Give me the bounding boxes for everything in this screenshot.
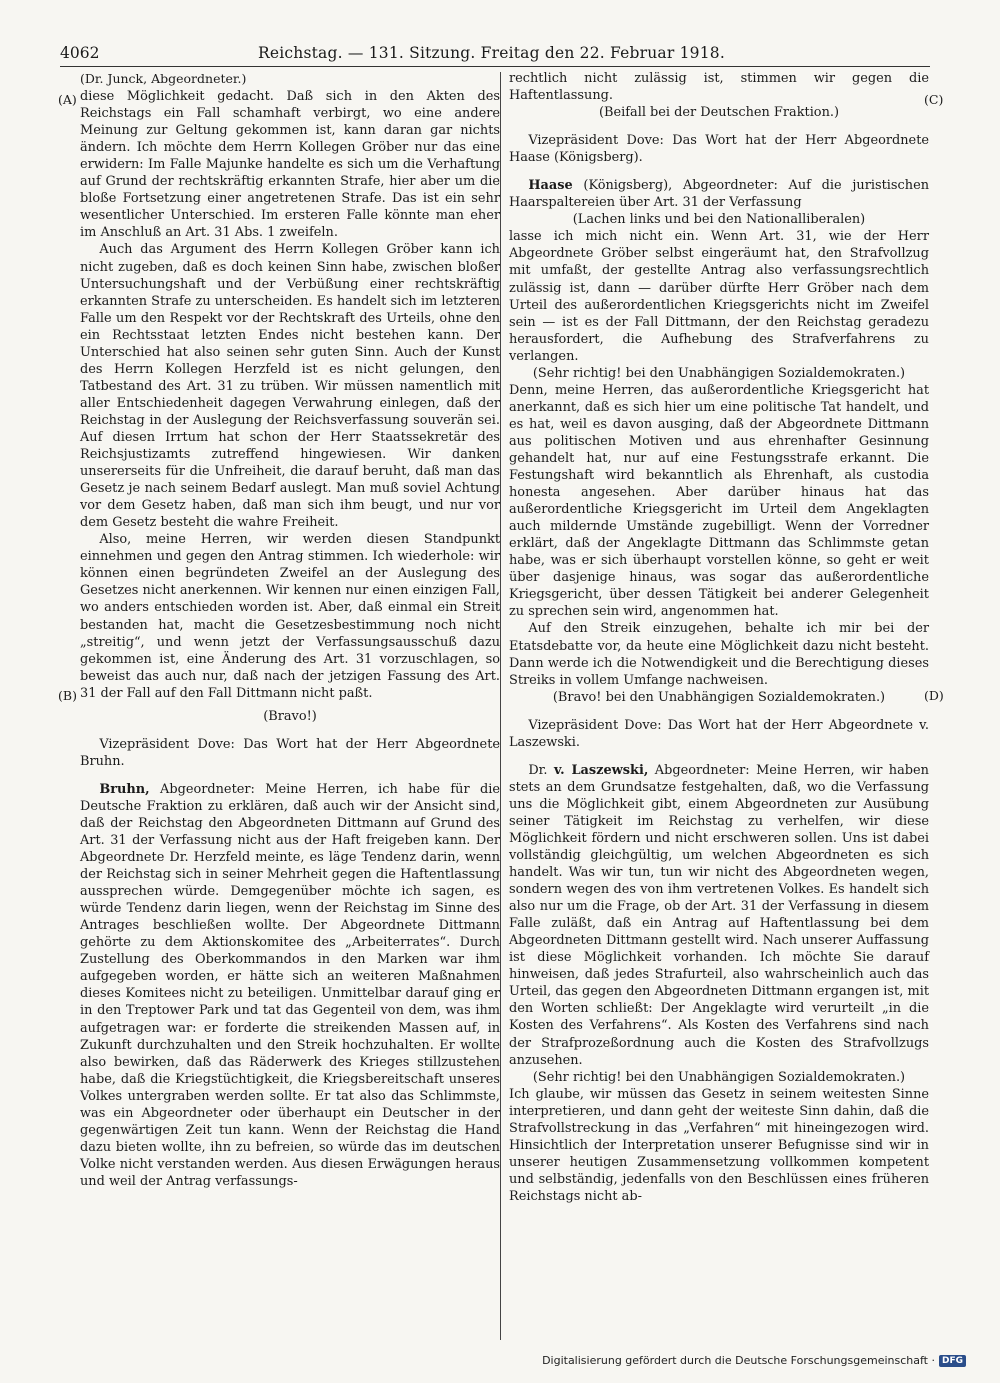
- speech-text: (Königsberg), Abgeordneter: Auf die juristischen Haarspaltereien über Art. 31 der Verfassung: [509, 178, 929, 211]
- dfg-logo: DFG: [939, 1355, 966, 1367]
- speech-text: Abgeordneter: Meine Herren, ich habe für die Deutsche Fraktion zu erklären, daß auch wir der Ansicht sind, daß der Reichstag den Abgeordneten Dittmann auf Grund des Art. 31 der Verfassung nicht aus der Haft freigeben kann. Der Abgeordnete Dr. Herzfeld meinte, es läge Tendenz darin, wenn der Reichstag sich in seiner Mehrheit gegen die Haftentlassung aussprechen würde. Demgegenüber möchte ich sagen, es würde Tendenz darin liegen, wenn der Reichstag im Sinne des Antrages beschließen wollte. Der Abgeordnete Dittmann gehörte zu dem Aktionskomitee des „Arbeiterrates“. Durch Zustellung des Oberkommandos in den Marken war ihm aufgegeben worden, er hätte sich an weiteren Maßnahmen dieses Komitees nicht zu beteiligen. Unmittelbar darauf ging er in den Treptower Park und tat das Gegenteil von dem, was ihm aufgetragen war: er forderte die streikenden Massen auf, in Zukunft durchzuhalten und den Streik hochzuhalten. Er wollte also bewirken, daß das Räderwerk des Krieges stillzustehen habe, daß die Kriegstüchtigkeit, die Kriegsbereitschaft unseres Volkes untergraben werden sollte. Er tat also das Schlimmste, was ein Abgeordneter oder überhaupt ein Deutscher in der gegenwärtigen Zeit tun kann. Wenn der Reichstag die Hand dazu bieten wollte, ihn zu befreien, so würde das im deutschen Volke nicht verstanden werden. Aus diesen Erwägungen heraus und weil der Antrag verfassungs-: [80, 781, 500, 1189]
- vice-president-remark: Vizepräsident Dove: Das Wort hat der Herr Abgeordnete Haase (Königsberg).: [509, 133, 929, 166]
- margin-marker-c: (C): [924, 92, 944, 107]
- digitization-credit: [542, 1354, 966, 1367]
- speaker-name: Haase: [528, 178, 573, 194]
- margin-marker-a: (A): [58, 92, 77, 107]
- speaker-title: Dr.: [528, 762, 554, 778]
- paragraph: Auf den Streik einzugehen, behalte ich mir bei der Etatsdebatte vor, da heute eine Möglichkeit dazu nicht besteht. Dann werde ich die Notwendigkeit und die Berechtigung dieses Streiks in vollem Umfange nachweisen.: [509, 621, 929, 688]
- speaker-note: (Dr. Junck, Abgeordneter.): [80, 71, 247, 86]
- running-title: Reichstag. — 131. Sitzung. Freitag den 22. Februar 1918.: [258, 44, 725, 62]
- interjection-note: (Sehr richtig! bei den Unabhängigen Sozialdemokraten.): [532, 1069, 906, 1085]
- margin-marker-b: (B): [58, 688, 77, 703]
- speech-laszewski: [509, 762, 929, 1069]
- applause-note: (Bravo!): [263, 708, 317, 724]
- page-number: 4062: [60, 44, 100, 62]
- paragraph: Also, meine Herren, wir werden diesen Standpunkt einnehmen und gegen den Antrag stimmen. Ich wiederhole: wir können einen begründeten Zweifel an der Auslegung des Gesetzes nicht anerkennen. Wir kennen nur einen einzigen Fall, wo anders entschieden worden ist. Aber, daß einmal ein Streit bestanden hat, macht die Gesetzesbestimmung noch nicht „streitig“, und wenn jetzt der Verfassungsausschuß dazu gekommen ist, eine Änderung des Art. 31 vorzuschlagen, so beweist das auch nur, daß nach der jetzigen Fassung des Art. 31 der Fall auf den Fall Dittmann nicht paßt.: [80, 532, 500, 701]
- speaker-name: v. Laszewski,: [553, 762, 649, 778]
- credit-text: Digitalisierung gefördert durch die Deutsche Forschungsgemeinschaft ·: [542, 1354, 935, 1367]
- speech-bruhn: [80, 781, 500, 1190]
- margin-marker-d: (D): [924, 688, 944, 703]
- paragraph: Ich glaube, wir müssen das Gesetz in seinem weitesten Sinne interpretieren, und dann geht der weiteste Sinn dahin, daß die Strafvollstreckung in das „Verfahren“ mit hineingezogen wird. Hinsichtlich der Interpretation unserer Befugnisse sind wir in unserer heutigen Zusammensetzung vollkommen kompetent und selbständig, jedenfalls von den Beschlüssen eines früheren Reichstags nicht ab-: [509, 1086, 929, 1204]
- speech-text: Abgeordneter: Meine Herren, wir haben stets an dem Grundsatze festgehalten, daß, wo die Verfassung uns die Möglichkeit gibt, einem Abgeordneten zur Ausübung seiner Tätigkeit im Reichstag zu verhelfen, wir diese Möglichkeit fördern und nicht erschweren sollen. Uns ist dabei vollständig gleichgültig, um welchen Abgeordneten es sich handelt. Was wir tun, tun wir nicht des Abgeordneten wegen, sondern wegen des von ihm vertretenen Volkes. Es handelt sich also nur um die Frage, ob der Art. 31 der Verfassung in diesem Falle zuläßt, daß ein Antrag auf Haftentlassung bei dem Abgeordneten Dittmann gestellt wird. Nach unserer Auffassung ist diese Möglichkeit vorhanden. Ich möchte Sie darauf hinweisen, daß jedes Strafurteil, also wahrscheinlich auch das Urteil, das gegen den Abgeordneten Dittmann ergangen ist, mit den Worten schließt: Der Angeklagte wird verurteilt „in die Kosten des Verfahrens“. Als Kosten des Verfahrens sind nach der Strafprozeßordnung auch die Kosten des Strafvollzugs anzusehen.: [509, 762, 929, 1068]
- interjection-note: (Lachen links und bei den Nationalliberalen): [572, 212, 866, 228]
- paragraph: Denn, meine Herren, das außerordentliche Kriegsgericht hat anerkannt, daß es sich hier um eine politische Tat handelt, und es hat, weil es davon ausging, daß der Abgeordnete Dittmann aus politischen Motiven und aus ehrenhafter Gesinnung gehandelt hat, nur auf eine Festungsstrafe erkannt. Die Festungshaft wird bekanntlich als Ehrenhaft, als custodia honesta angesehen. Aber darüber hinaus hat das außerordentliche Kriegsgericht im Urteil dem Angeklagten auch mildernde Umstände zugebilligt. Wenn der Vorredner erklärt, daß der Angeklagte Dittmann das Schlimmste getan habe, was er sich überhaupt vorstellen könne, so geht er weit über dasjenige hinaus, was sogar das außerordentliche Kriegsgericht, über dessen Tätigkeit bei anderer Gelegenheit zu sprechen sein wird, angenommen hat.: [509, 382, 929, 620]
- speech-haase: [509, 177, 929, 211]
- paragraph: lasse ich mich nicht ein. Wenn Art. 31, wie der Herr Abgeordnete Gröber selbst eingeräumt hat, den Strafvollzug mit umfaßt, der gestellte Antrag also verfassungsrechtlich zulässig ist, dann — darüber dürfte Herr Gröber nach dem Urteil des außerordentlichen Kriegsgerichts nicht im Zweifel sein — ist es der Fall Dittmann, der den Reichstag geradezu herausfordert, die Aufhebung des Strafverfahrens zu verlangen.: [509, 229, 929, 364]
- vice-president-remark: Vizepräsident Dove: Das Wort hat der Herr Abgeordnete Bruhn.: [80, 736, 500, 769]
- paragraph: diese Möglichkeit gedacht. Daß sich in den Akten des Reichstags ein Fall schamhaft verbirgt, wo eine andere Meinung zur Geltung gekommen ist, kann daran gar nichts ändern. Ich möchte dem Herrn Kollegen Gröber nur das eine erwidern: Im Falle Majunke handelte es sich um die Verhaftung auf Grund der rechtskräftig erkannten Strafe, hier aber um die bloße Fortsetzung einer angetretenen Strafe. Das ist ein sehr wesentlicher Unterschied. Im ersteren Falle könnte man eher im Anschluß an Art. 31 Abs. 1 zweifeln.: [80, 89, 500, 241]
- speaker-name: Bruhn,: [99, 781, 150, 797]
- applause-note: (Bravo! bei den Unabhängigen Sozialdemokraten.): [552, 689, 886, 705]
- paragraph: rechtlich nicht zulässig ist, stimmen wir gegen die Haftentlassung.: [509, 71, 929, 104]
- column-divider: [500, 72, 501, 1340]
- right-column: [509, 70, 929, 1205]
- vice-president-remark: Vizepräsident Dove: Das Wort hat der Herr Abgeordnete v. Laszewski.: [509, 717, 929, 750]
- left-column: [80, 70, 500, 1190]
- interjection-note: (Sehr richtig! bei den Unabhängigen Sozialdemokraten.): [532, 365, 906, 381]
- paragraph: Auch das Argument des Herrn Kollegen Gröber kann ich nicht zugeben, daß es doch keinen Sinn habe, zwischen bloßer Untersuchungshaft und der Verbüßung einer rechtskräftig erkannten Strafe zu unterscheiden. Es handelt sich im letzteren Falle um den Respekt vor der Rechtskraft des Urteils, ohne den ein Rechtsstaat letzten Endes nicht bestehen kann. Der Unterschied hat also seinen sehr guten Sinn. Auch der Kunst des Herrn Kollegen Herzfeld ist es nicht gelungen, den Tatbestand des Art. 31 zu trüben. Wir müssen namentlich mit aller Entschiedenheit dagegen Verwahrung einlegen, daß der Reichstag in der Auslegung der Reichsverfassung souverän sei. Auf diesen Irrtum hat schon der Herr Staatssekretär des Reichsjustizamts zutreffend hingewiesen. Wir danken unsererseits für die Unfreiheit, die darauf beruht, daß man das Gesetz je nach seinem Bedarf auslegt. Man muß soviel Achtung vor dem Gesetz haben, daß man sich ihm beugt, und nur vor dem Gesetz besteht die wahre Freiheit.: [80, 242, 500, 531]
- applause-note: (Beifall bei der Deutschen Fraktion.): [599, 105, 839, 121]
- page-header: [60, 40, 930, 67]
